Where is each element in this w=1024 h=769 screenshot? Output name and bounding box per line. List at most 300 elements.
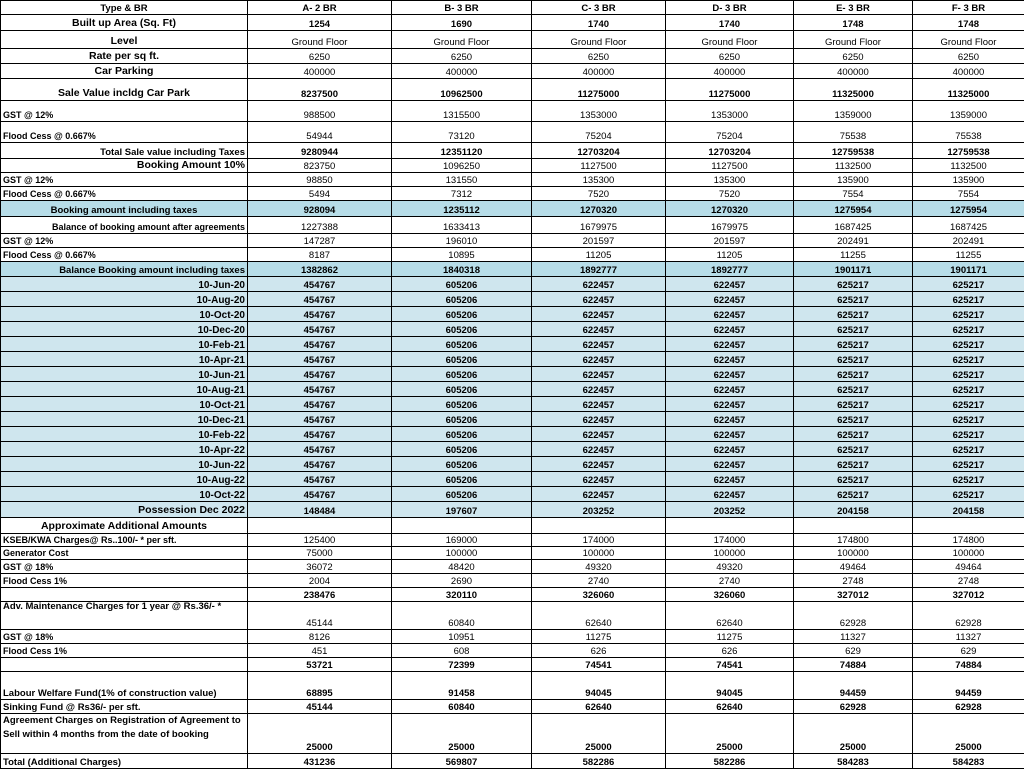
value-cell: 94045 [532, 672, 666, 700]
value-cell: 569807 [392, 754, 532, 769]
value-cell: 928094 [248, 201, 392, 217]
value-cell: 45144 [248, 700, 392, 714]
value-cell: 202491 [794, 234, 913, 248]
value-cell: 1740 [666, 15, 794, 31]
value-cell: 6250 [794, 49, 913, 64]
value-cell: 605206 [392, 397, 532, 412]
value-cell: 605206 [392, 352, 532, 367]
value-cell: 622457 [666, 457, 794, 472]
value-cell: 622457 [532, 337, 666, 352]
value-cell: 1687425 [794, 217, 913, 234]
value-cell: 622457 [666, 487, 794, 502]
value-cell: 605206 [392, 427, 532, 442]
value-cell: 2004 [248, 574, 392, 588]
value-cell: 622457 [532, 397, 666, 412]
value-cell: 326060 [666, 588, 794, 602]
value-cell: 5494 [248, 187, 392, 201]
row-label: Balance Booking amount including taxes [1, 262, 248, 277]
table-row [1, 672, 1024, 700]
value-cell: 629 [913, 644, 1024, 658]
value-cell: 605206 [392, 442, 532, 457]
header-cell: F- 3 BR [913, 1, 1024, 15]
value-cell: 12351120 [392, 143, 532, 159]
row-label: 10-Oct-20 [1, 307, 248, 322]
value-cell: 1679975 [666, 217, 794, 234]
value-cell: 625217 [913, 337, 1024, 352]
value-cell: 100000 [532, 547, 666, 560]
value-cell: 74884 [913, 658, 1024, 672]
value-cell: 625217 [794, 442, 913, 457]
table-row [1, 534, 1024, 547]
value-cell: 400000 [794, 64, 913, 79]
value-cell: 622457 [666, 382, 794, 397]
row-label: Balance of booking amount after agreements [1, 217, 248, 234]
value-cell: 1359000 [913, 101, 1024, 122]
value-cell: 1275954 [913, 201, 1024, 217]
table-row [1, 630, 1024, 644]
value-cell: 25000 [913, 714, 1024, 754]
table-row [1, 382, 1024, 397]
value-cell: 605206 [392, 307, 532, 322]
table-row [1, 397, 1024, 412]
table-row [1, 658, 1024, 672]
value-cell: 582286 [666, 754, 794, 769]
value-cell: 400000 [666, 64, 794, 79]
value-cell: 49464 [913, 560, 1024, 574]
value-cell: 11325000 [913, 79, 1024, 101]
row-label: 10-Aug-20 [1, 292, 248, 307]
value-cell: 11205 [666, 248, 794, 262]
value-cell: 454767 [248, 397, 392, 412]
value-cell: 91458 [392, 672, 532, 700]
value-cell: 622457 [532, 322, 666, 337]
value-cell: 622457 [666, 277, 794, 292]
value-cell: 622457 [666, 307, 794, 322]
row-label: Total Sale value including Taxes [1, 143, 248, 159]
value-cell: 100000 [666, 547, 794, 560]
value-cell [794, 518, 913, 534]
row-label: GST @ 18% [1, 560, 248, 574]
value-cell: 625217 [913, 382, 1024, 397]
value-cell: 1132500 [913, 159, 1024, 173]
value-cell: 823750 [248, 159, 392, 173]
value-cell: 11275 [666, 630, 794, 644]
value-cell: 203252 [666, 502, 794, 518]
value-cell: 625217 [794, 277, 913, 292]
value-cell: 11327 [913, 630, 1024, 644]
value-cell: 49320 [532, 560, 666, 574]
value-cell: 125400 [248, 534, 392, 547]
table-row [1, 248, 1024, 262]
row-label: 10-Aug-22 [1, 472, 248, 487]
table-row [1, 292, 1024, 307]
row-label: Built up Area (Sq. Ft) [1, 15, 248, 31]
value-cell: Ground Floor [913, 31, 1024, 49]
value-cell: 45144 [248, 602, 392, 630]
value-cell: 622457 [532, 412, 666, 427]
value-cell: 2740 [666, 574, 794, 588]
value-cell: 6250 [532, 49, 666, 64]
value-cell: 625217 [913, 397, 1024, 412]
value-cell: 72399 [392, 658, 532, 672]
value-cell: 622457 [532, 442, 666, 457]
value-cell: 62928 [913, 700, 1024, 714]
value-cell: 605206 [392, 322, 532, 337]
row-label: 10-Jun-21 [1, 367, 248, 382]
value-cell: 622457 [532, 292, 666, 307]
value-cell [666, 518, 794, 534]
value-cell: 12759538 [794, 143, 913, 159]
value-cell: 100000 [392, 547, 532, 560]
value-cell: 11205 [532, 248, 666, 262]
value-cell: 327012 [913, 588, 1024, 602]
value-cell: 75204 [532, 122, 666, 143]
table-row [1, 262, 1024, 277]
value-cell: 626 [666, 644, 794, 658]
value-cell [392, 518, 532, 534]
value-cell: 62928 [794, 602, 913, 630]
value-cell: 625217 [913, 277, 1024, 292]
value-cell: 25000 [392, 714, 532, 754]
row-label: Agreement Charges on Registration of Agreement to Sell within 4 months from the date of booking [1, 714, 248, 754]
value-cell: 625217 [794, 322, 913, 337]
value-cell: 74541 [666, 658, 794, 672]
value-cell: 204158 [913, 502, 1024, 518]
value-cell: 454767 [248, 457, 392, 472]
value-cell: 7554 [794, 187, 913, 201]
value-cell: 431236 [248, 754, 392, 769]
value-cell: 2748 [913, 574, 1024, 588]
table-row [1, 322, 1024, 337]
value-cell: 98850 [248, 173, 392, 187]
value-cell: 622457 [532, 382, 666, 397]
value-cell: 327012 [794, 588, 913, 602]
value-cell: 1382862 [248, 262, 392, 277]
row-label: Flood Cess 1% [1, 574, 248, 588]
value-cell: Ground Floor [666, 31, 794, 49]
value-cell: 454767 [248, 337, 392, 352]
value-cell: 148484 [248, 502, 392, 518]
value-cell: 238476 [248, 588, 392, 602]
row-label: 10-Oct-21 [1, 397, 248, 412]
table-row [1, 337, 1024, 352]
table-row [1, 201, 1024, 217]
value-cell: 625217 [913, 412, 1024, 427]
value-cell: 584283 [794, 754, 913, 769]
table-row [1, 79, 1024, 101]
value-cell: 11255 [794, 248, 913, 262]
value-cell: 454767 [248, 487, 392, 502]
value-cell: Ground Floor [392, 31, 532, 49]
value-cell: 625217 [913, 472, 1024, 487]
value-cell: 204158 [794, 502, 913, 518]
table-row [1, 307, 1024, 322]
value-cell: 2690 [392, 574, 532, 588]
value-cell: 1633413 [392, 217, 532, 234]
value-cell: 622457 [532, 472, 666, 487]
value-cell: Ground Floor [248, 31, 392, 49]
row-label: Total (Additional Charges) [1, 754, 248, 769]
value-cell: 74884 [794, 658, 913, 672]
value-cell: 988500 [248, 101, 392, 122]
value-cell: 625217 [913, 292, 1024, 307]
row-label: 10-Jun-20 [1, 277, 248, 292]
value-cell: 1840318 [392, 262, 532, 277]
value-cell: 1275954 [794, 201, 913, 217]
table-row [1, 754, 1024, 769]
value-cell: 622457 [666, 367, 794, 382]
value-cell: 622457 [666, 322, 794, 337]
table-header [1, 1, 1024, 15]
table-row [1, 518, 1024, 534]
value-cell: 400000 [248, 64, 392, 79]
value-cell: 1892777 [666, 262, 794, 277]
table-row [1, 143, 1024, 159]
table-row [1, 352, 1024, 367]
row-label: Flood Cess @ 0.667% [1, 122, 248, 143]
value-cell: 11275000 [532, 79, 666, 101]
value-cell: 201597 [666, 234, 794, 248]
value-cell: 400000 [913, 64, 1024, 79]
value-cell: 11275 [532, 630, 666, 644]
value-cell: 60840 [392, 700, 532, 714]
value-cell: 608 [392, 644, 532, 658]
value-cell: 11327 [794, 630, 913, 644]
value-cell: 1901171 [913, 262, 1024, 277]
header-cell: D- 3 BR [666, 1, 794, 15]
value-cell: 622457 [532, 457, 666, 472]
row-label: Flood Cess 1% [1, 644, 248, 658]
value-cell: 62928 [794, 700, 913, 714]
value-cell: 201597 [532, 234, 666, 248]
row-label: 10-Aug-21 [1, 382, 248, 397]
value-cell: 622457 [532, 367, 666, 382]
value-cell: 584283 [913, 754, 1024, 769]
value-cell: 54944 [248, 122, 392, 143]
table-row [1, 457, 1024, 472]
value-cell: 53721 [248, 658, 392, 672]
value-cell: 1227388 [248, 217, 392, 234]
value-cell: 75538 [913, 122, 1024, 143]
table-row [1, 644, 1024, 658]
value-cell: 326060 [532, 588, 666, 602]
value-cell: 454767 [248, 352, 392, 367]
header-cell: B- 3 BR [392, 1, 532, 15]
value-cell: 196010 [392, 234, 532, 248]
row-label: GST @ 12% [1, 234, 248, 248]
table-row [1, 574, 1024, 588]
value-cell: 625217 [794, 397, 913, 412]
value-cell: Ground Floor [532, 31, 666, 49]
value-cell [248, 518, 392, 534]
value-cell: 48420 [392, 560, 532, 574]
value-cell: 454767 [248, 412, 392, 427]
table-row [1, 217, 1024, 234]
value-cell: 94459 [913, 672, 1024, 700]
row-label: GST @ 18% [1, 630, 248, 644]
table-row [1, 700, 1024, 714]
row-label [1, 658, 248, 672]
table-row [1, 367, 1024, 382]
value-cell: 100000 [794, 547, 913, 560]
value-cell: 62640 [532, 700, 666, 714]
value-cell: 8237500 [248, 79, 392, 101]
value-cell: 622457 [532, 487, 666, 502]
value-cell: 625217 [794, 367, 913, 382]
row-label: KSEB/KWA Charges@ Rs..100/- * per sft. [1, 534, 248, 547]
value-cell: 8126 [248, 630, 392, 644]
value-cell: 454767 [248, 472, 392, 487]
value-cell: 622457 [666, 337, 794, 352]
value-cell: 7520 [532, 187, 666, 201]
table-row [1, 472, 1024, 487]
value-cell: 625217 [794, 352, 913, 367]
value-cell: 625217 [794, 412, 913, 427]
value-cell: 6250 [248, 49, 392, 64]
value-cell: 1740 [532, 15, 666, 31]
row-label: 10-Dec-21 [1, 412, 248, 427]
value-cell: 12703204 [532, 143, 666, 159]
value-cell: 25000 [532, 714, 666, 754]
table-row [1, 234, 1024, 248]
value-cell: 626 [532, 644, 666, 658]
row-label: 10-Apr-22 [1, 442, 248, 457]
value-cell: 12759538 [913, 143, 1024, 159]
value-cell: 49320 [666, 560, 794, 574]
value-cell: 10895 [392, 248, 532, 262]
value-cell: 605206 [392, 472, 532, 487]
value-cell: 625217 [913, 457, 1024, 472]
value-cell: 454767 [248, 322, 392, 337]
value-cell: 100000 [913, 547, 1024, 560]
value-cell: Ground Floor [794, 31, 913, 49]
value-cell: 454767 [248, 442, 392, 457]
value-cell: 622457 [532, 427, 666, 442]
value-cell: 75204 [666, 122, 794, 143]
table-row [1, 187, 1024, 201]
value-cell: 622457 [666, 397, 794, 412]
row-label: 10-Dec-20 [1, 322, 248, 337]
value-cell: 1892777 [532, 262, 666, 277]
row-label: Car Parking [1, 64, 248, 79]
value-cell: 625217 [794, 292, 913, 307]
row-label: Sale Value incldg Car Park [1, 79, 248, 101]
value-cell: 6250 [666, 49, 794, 64]
table-row [1, 31, 1024, 49]
value-cell: 622457 [666, 442, 794, 457]
value-cell: 135900 [913, 173, 1024, 187]
value-cell: 25000 [666, 714, 794, 754]
table-row [1, 277, 1024, 292]
row-label [1, 588, 248, 602]
table-row [1, 547, 1024, 560]
value-cell: 174000 [666, 534, 794, 547]
value-cell: 75000 [248, 547, 392, 560]
table-row [1, 15, 1024, 31]
value-cell: 1096250 [392, 159, 532, 173]
value-cell: 605206 [392, 487, 532, 502]
value-cell: 454767 [248, 292, 392, 307]
value-cell: 1690 [392, 15, 532, 31]
value-cell: 605206 [392, 277, 532, 292]
value-cell: 1353000 [532, 101, 666, 122]
value-cell: 605206 [392, 367, 532, 382]
value-cell: 582286 [532, 754, 666, 769]
value-cell: 605206 [392, 337, 532, 352]
value-cell: 9280944 [248, 143, 392, 159]
value-cell: 400000 [392, 64, 532, 79]
row-label: 10-Apr-21 [1, 352, 248, 367]
value-cell: 36072 [248, 560, 392, 574]
value-cell: 25000 [794, 714, 913, 754]
value-cell: 625217 [794, 472, 913, 487]
value-cell: 174800 [794, 534, 913, 547]
value-cell: 1127500 [532, 159, 666, 173]
value-cell: 8187 [248, 248, 392, 262]
value-cell: 622457 [532, 277, 666, 292]
value-cell: 622457 [666, 352, 794, 367]
value-cell: 11255 [913, 248, 1024, 262]
value-cell: 625217 [913, 487, 1024, 502]
value-cell: 135300 [532, 173, 666, 187]
value-cell: 12703204 [666, 143, 794, 159]
value-cell: 625217 [913, 352, 1024, 367]
value-cell: 62640 [666, 700, 794, 714]
value-cell: 622457 [532, 352, 666, 367]
value-cell: 1270320 [532, 201, 666, 217]
value-cell: 7554 [913, 187, 1024, 201]
value-cell: 625217 [913, 307, 1024, 322]
row-label: 10-Feb-22 [1, 427, 248, 442]
value-cell: 11325000 [794, 79, 913, 101]
value-cell: 174000 [532, 534, 666, 547]
value-cell: 1132500 [794, 159, 913, 173]
row-label: Flood Cess @ 0.667% [1, 248, 248, 262]
value-cell: 1901171 [794, 262, 913, 277]
value-cell: 625217 [794, 382, 913, 397]
header-cell: C- 3 BR [532, 1, 666, 15]
value-cell: 131550 [392, 173, 532, 187]
value-cell: 1127500 [666, 159, 794, 173]
value-cell [532, 518, 666, 534]
value-cell: 62640 [666, 602, 794, 630]
value-cell: 622457 [532, 307, 666, 322]
table-row [1, 502, 1024, 518]
value-cell: 74541 [532, 658, 666, 672]
table-row [1, 427, 1024, 442]
value-cell: 622457 [666, 292, 794, 307]
value-cell: 1748 [913, 15, 1024, 31]
table-row [1, 560, 1024, 574]
value-cell: 7520 [666, 187, 794, 201]
value-cell: 625217 [794, 427, 913, 442]
value-cell: 605206 [392, 457, 532, 472]
value-cell: 1254 [248, 15, 392, 31]
value-cell: 73120 [392, 122, 532, 143]
value-cell: 197607 [392, 502, 532, 518]
row-label: GST @ 12% [1, 173, 248, 187]
value-cell: 147287 [248, 234, 392, 248]
row-label: 10-Jun-22 [1, 457, 248, 472]
value-cell: 11275000 [666, 79, 794, 101]
value-cell: 68895 [248, 672, 392, 700]
row-label: Generator Cost [1, 547, 248, 560]
row-label: Labour Welfare Fund(1% of construction value) [1, 672, 248, 700]
table-row [1, 64, 1024, 79]
header-type-br: Type & BR [1, 1, 248, 15]
value-cell: 454767 [248, 367, 392, 382]
row-label: Level [1, 31, 248, 49]
